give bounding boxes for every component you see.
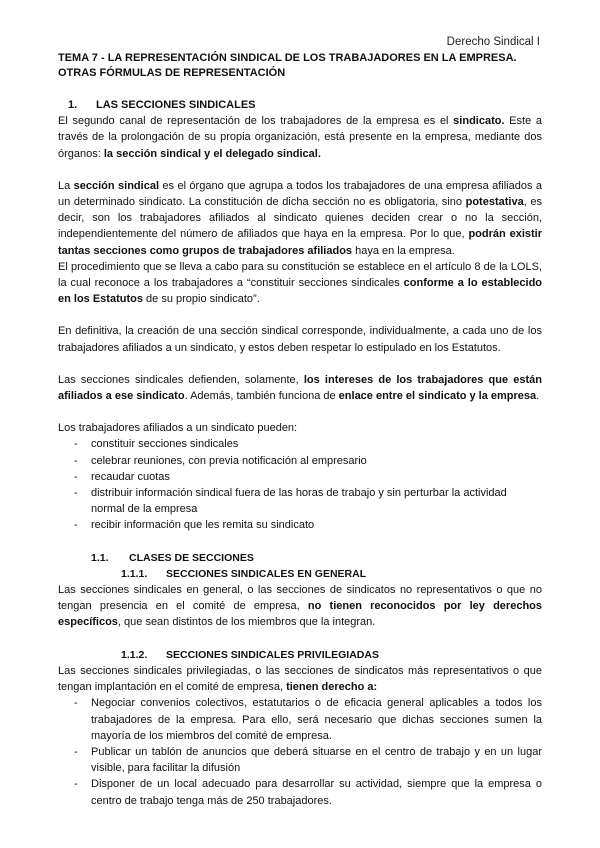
section-number: 1.1.1. [121, 567, 148, 580]
text-run: de su propio sindicato”. [142, 293, 260, 306]
text-run: Las secciones sindicales defienden, solamente, [58, 373, 304, 386]
paragraph-5 [58, 372, 542, 404]
list-item: - Negociar convenios colectivos, estatutarios o de eficacia general aplicables a todos los trabajadores de la empresa. Para ello, será necesario que dichas secciones sumen la mayoría de los miembros del comité de empresa. [58, 695, 542, 744]
text-run: Las secciones sindicales privilegiadas, o las secciones de sindicatos más representativos o que tengan implantación en el comité de empresa, [58, 664, 542, 694]
list-item: - Disponer de un local adecuado para desarrollar su actividad, siempre que la empresa o centro de trabajo tenga más de 250 trabajadores. [58, 776, 542, 808]
section-title: CLASES DE SECCIONES [129, 551, 254, 564]
list-item: - Publicar un tablón de anuncios que deberá situarse en el centro de trabajo y en un lugar visible, para facilitar la difusión [58, 744, 542, 776]
document-body [58, 51, 542, 809]
bold-run: potestativa [465, 196, 524, 209]
text-run: La [58, 179, 74, 192]
rights-list [58, 436, 542, 533]
list-item: - recibir información que les remita su sindicato [58, 517, 542, 533]
text-run: El procedimiento que se lleva a cabo para su constitución se establece en el artículo 8 de la LOLS, la cual reconoce a los trabajadores a “constituir secciones sindicales [58, 260, 542, 290]
bold-run: sección sindical [73, 179, 159, 192]
section-title: SECCIONES SINDICALES EN GENERAL [166, 567, 367, 580]
list-item: - celebrar reuniones, con previa notificación al empresario [58, 453, 542, 469]
text-run: , es decir, son los trabajadores afiliados al sindicato quienes deciden crear o no la sección, independientemente del número de afiliados que haya en la empresa. Por lo que, [58, 196, 543, 241]
text-run: . [536, 390, 540, 403]
text-run: haya en la empresa. [352, 244, 455, 257]
section-title: LAS SECCIONES SINDICALES [96, 99, 256, 111]
bold-run: la sección sindical y el delegado sindical. [103, 147, 321, 160]
bold-run: podrán existir tantas secciones como grupos de trabajadores afiliados [58, 228, 543, 257]
spacer [58, 534, 542, 550]
section-number: 1.1. [91, 551, 109, 564]
section-number: 1.1.2. [121, 648, 148, 661]
paragraph-1 [58, 113, 542, 162]
text-run: Este a través de la prolongación de su propia organización, está presente en la empresa, mediante dos órganos: [58, 115, 542, 160]
bold-run: conforme a lo establecido en los Estatutos [58, 277, 543, 306]
bold-run: enlace entre el sindicato y la empresa [338, 390, 537, 403]
paragraph-7 [58, 582, 542, 631]
spacer [58, 307, 542, 323]
paragraph-4: En definitiva, la creación de una sección sindical corresponde, individualmente, a cada uno de los trabajadores afiliados a un sindicato, y estos deben respetar lo estipulado en los Estatutos. [58, 325, 542, 354]
section-heading-1-1-1 [58, 566, 542, 582]
paragraph-3 [58, 259, 542, 308]
bold-run: sindicato. [453, 115, 505, 128]
section-heading-1-1-2 [58, 647, 542, 663]
spacer [58, 631, 542, 647]
spacer [58, 404, 542, 420]
privileges-list [58, 695, 542, 808]
spacer [58, 162, 542, 178]
paragraph-2 [58, 178, 542, 259]
text-run: es el órgano que agrupa a todos los trabajadores de una empresa afiliados a un determinado sindicato. La constitución de dicha sección no es obligatoria, sino [58, 179, 542, 209]
list-item: - distribuir información sindical fuera de las horas de trabajo y sin perturbar la actividad normal de la empresa [58, 485, 542, 517]
spacer [58, 356, 542, 372]
section-title: SECCIONES SINDICALES PRIVILEGIADAS [166, 648, 379, 661]
list-item: - constituir secciones sindicales [58, 436, 542, 452]
paragraph-8 [58, 663, 542, 695]
text-run: Las secciones sindicales en general, o las secciones de sindicatos no representativos o que no tengan presencia en el comité de empresa, [58, 584, 542, 613]
section-heading-1 [58, 97, 542, 113]
page-header: Derecho Sindical I [446, 36, 540, 48]
paragraph-6: Los trabajadores afiliados a un sindicato pueden: [58, 422, 298, 435]
section-heading-1-1 [58, 550, 542, 566]
text-run: . Además, también funciona de [184, 390, 339, 403]
bold-run: no tienen reconocidos por ley derechos específicos [58, 600, 542, 629]
section-number: 1. [68, 99, 78, 111]
text-run: , que sean distintos de los miembros que la integran. [117, 616, 376, 629]
bold-run: tienen derecho a: [286, 681, 378, 694]
bold-run: los intereses de los trabajadores que están afiliados a ese sindicato [58, 373, 542, 403]
page-title: TEMA 7 - LA REPRESENTACIÓN SINDICAL DE LOS TRABAJADORES EN LA EMPRESA. OTRAS FÓRMULAS DE REPRESENTACIÓN [58, 52, 517, 79]
text-run: El segundo canal de representación de los trabajadores de la empresa es el [58, 115, 454, 128]
list-item: - recaudar cuotas [58, 469, 542, 485]
